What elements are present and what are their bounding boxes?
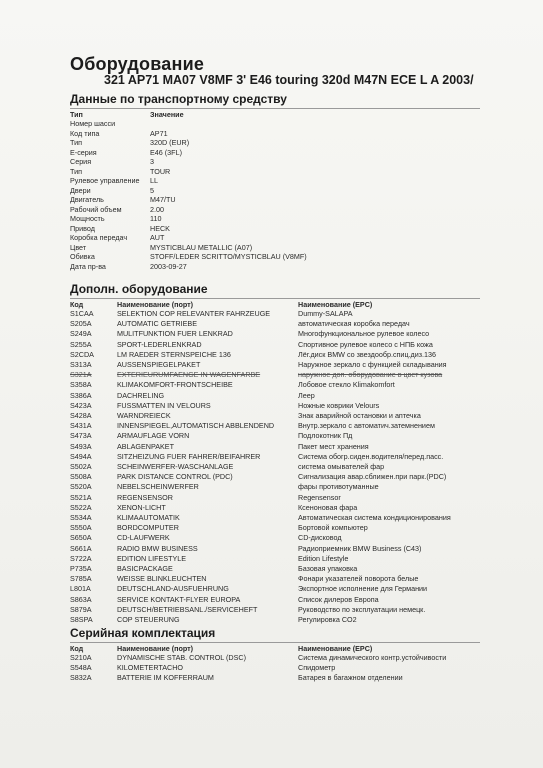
option-name-port: DEUTSCHLAND-AUSFUEHRUNG	[117, 584, 229, 594]
vehicle-field-label: Коробка передач	[70, 233, 128, 242]
option-name-port: WARNDREIECK	[117, 411, 171, 420]
vehicle-field-label: Мощность	[70, 214, 105, 223]
option-name-epc: Спидометр	[298, 663, 336, 673]
option-code: S832A	[70, 673, 92, 683]
option-name-port: NEBELSCHEINWERFER	[117, 482, 199, 492]
option-code: S428A	[70, 411, 92, 420]
option-code: S785A	[70, 574, 92, 584]
option-code: S2CDA	[70, 349, 94, 359]
option-name-epc: Лёг.диск BMW со звездообр.спиц.диз.136	[298, 349, 437, 359]
option-name-port: CD-LAUFWERK	[117, 533, 170, 543]
option-name-epc: система омывателей фар	[298, 462, 385, 471]
option-name-port: AUTOMATIC GETRIEBE	[117, 319, 198, 329]
standard-section-heading: Серийная комплектация	[70, 626, 216, 640]
option-code: S521A	[70, 492, 92, 502]
options-col-name-epc: Наименование (EPC)	[298, 300, 373, 309]
option-code: P735A	[70, 564, 92, 573]
vehicle-col-type: Тип	[70, 110, 83, 119]
option-name-port: BATTERIE IM KOFFERRAUM	[117, 673, 214, 683]
option-name-port: SELEKTION COP RELEVANTER FAHRZEUGE	[117, 309, 271, 318]
vehicle-field-label: Цвет	[70, 242, 87, 252]
option-name-port: INNENSPIEGEL,AUTOMATISCH ABBLENDEND	[117, 421, 275, 431]
option-name-epc: Автоматическая система кондиционирования	[298, 513, 451, 522]
vehicle-field-value: AP71	[150, 128, 168, 138]
option-code: S650A	[70, 533, 92, 543]
option-name-epc: Базовая упаковка	[298, 564, 358, 573]
vehicle-field-value: 2.00	[150, 204, 164, 214]
option-code: S423A	[70, 400, 92, 410]
vehicle-field-value: 3	[150, 157, 154, 166]
option-name-epc: Многофункциональное рулевое колесо	[298, 329, 430, 339]
option-name-port: EXTERIEURUMFAENGE IN WAGENFARBE	[117, 370, 261, 380]
vehicle-field-value: 2003-09-27	[150, 261, 187, 271]
option-name-epc: Dummy-SALAPA	[298, 309, 353, 318]
option-name-epc: Список дилеров Европа	[298, 594, 379, 604]
vehicle-field-label: Привод	[70, 223, 95, 233]
option-code: S321A	[70, 370, 92, 380]
option-name-port: ARMAUFLAGE VORN	[117, 431, 190, 441]
option-name-epc: Edition Lifestyle	[298, 553, 349, 563]
section-divider	[70, 108, 480, 109]
option-name-epc: Система динамического контр.устойчивости	[298, 653, 447, 662]
option-code: S358A	[70, 380, 92, 390]
option-name-port: SERVICE KONTAKT-FLYER EUROPA	[117, 594, 241, 604]
vehicle-field-label: Тип	[70, 138, 82, 147]
section-divider	[70, 298, 480, 299]
vehicle-field-label: Рабочий объем	[70, 204, 122, 214]
vehicle-field-label: Двигатель	[70, 195, 104, 204]
option-name-port: BASICPACKAGE	[117, 564, 173, 573]
option-name-port: MULITFUNKTION FUER LENKRAD	[117, 329, 233, 339]
option-name-port: AUSSENSPIEGELPAKET	[117, 360, 201, 369]
option-code: S522A	[70, 502, 92, 512]
option-name-epc: Сигнализация авар.сближен.при парк.(PDC)	[298, 472, 447, 482]
option-code: S494A	[70, 451, 92, 461]
option-name-port: REGENSENSOR	[117, 492, 173, 502]
option-code: S534A	[70, 513, 92, 522]
option-code: S508A	[70, 472, 92, 482]
option-name-port: DEUTSCH/BETRIEBSANL./SERVICEHEFT	[117, 604, 258, 614]
vehicle-field-value: LL	[150, 176, 158, 185]
option-code: S255A	[70, 339, 92, 349]
vehicle-field-label: Тип	[70, 166, 82, 176]
option-name-epc: CD-дисковод	[298, 533, 342, 543]
option-name-epc: Regensensor	[298, 492, 341, 502]
option-name-port: XENON-LICHT	[117, 502, 166, 512]
standard-col-name-epc: Наименование (EPC)	[298, 644, 373, 653]
vehicle-field-value: TOUR	[150, 166, 171, 176]
option-name-epc: Пакет мест хранения	[298, 441, 369, 451]
option-name-port: KLIMAAUTOMATIK	[117, 513, 180, 522]
option-code: S661A	[70, 543, 92, 553]
option-code: S493A	[70, 441, 92, 451]
option-code: S313A	[70, 360, 92, 369]
option-name-epc: Регулировка CO2	[298, 615, 357, 624]
option-code: S520A	[70, 482, 92, 492]
option-name-port: SITZHEIZUNG FUER FAHRER/BEIFAHRER	[117, 451, 261, 461]
option-name-port: PARK DISTANCE CONTROL (PDC)	[117, 472, 233, 482]
vehicle-field-value: 110	[150, 214, 162, 223]
vehicle-field-value: STOFF/LEDER SCRITTO/MYSTICBLAU (V8MF)	[150, 252, 307, 261]
option-code: S1CAA	[70, 309, 94, 318]
vehicle-field-label: Двери	[70, 185, 91, 195]
option-name-port: KLIMAKOMFORT-FRONTSCHEIBE	[117, 380, 233, 390]
option-name-epc: Руководство по эксплуатации немецк.	[298, 604, 426, 614]
document-title: Оборудование	[70, 54, 205, 74]
section-divider	[70, 642, 480, 643]
option-name-epc: Знак аварийной остановки и аптечка	[298, 411, 421, 420]
option-code: S550A	[70, 523, 92, 533]
option-code: S431A	[70, 421, 92, 431]
option-name-epc: Леер	[298, 390, 315, 400]
option-code: S8SPA	[70, 615, 93, 624]
option-name-epc: Экспортное исполнение для Германии	[298, 584, 428, 594]
document-subtitle: 321 AP71 MA07 V8MF 3' E46 touring 320d M47N ECE L A 2003/	[104, 73, 474, 87]
vehicle-field-label: Номер шасси	[70, 119, 116, 128]
option-name-port: KILOMETERTACHO	[117, 663, 184, 673]
option-name-port: LM RAEDER STERNSPEICHE 136	[117, 349, 231, 359]
option-name-port: SPORT-LEDERLENKRAD	[117, 339, 202, 349]
option-name-epc: Спортивное рулевое колесо с НПБ кожа	[298, 339, 433, 349]
option-name-port: ABLAGENPAKET	[117, 441, 174, 451]
option-name-port: DACHRELING	[117, 390, 165, 400]
option-code: S205A	[70, 319, 92, 329]
option-code: S548A	[70, 663, 92, 673]
vehicle-field-label: E-серия	[70, 147, 97, 157]
option-code: S386A	[70, 390, 92, 400]
option-name-port: SCHEINWERFER-WASCHANLAGE	[117, 462, 234, 471]
option-name-epc: Подлокотник Пд	[298, 431, 353, 441]
option-name-port: COP STEUERUNG	[117, 615, 180, 624]
options-section-heading: Дополн. оборудование	[70, 282, 208, 296]
option-name-epc: наружное доп. оборудование в цвет кузова	[298, 370, 443, 380]
options-col-name-port: Наименование (порт)	[117, 300, 194, 309]
option-code: S210A	[70, 653, 92, 662]
vehicle-field-label: Код типа	[70, 128, 100, 138]
option-name-port: DYNAMISCHE STAB. CONTROL (DSC)	[117, 653, 246, 662]
option-name-port: RADIO BMW BUSINESS	[117, 543, 198, 553]
option-name-port: FUSSMATTEN IN VELOURS	[117, 400, 211, 410]
option-name-epc: фары противотуманные	[298, 482, 379, 492]
standard-col-name-port: Наименование (порт)	[117, 644, 194, 653]
vehicle-field-label: Обивка	[70, 252, 95, 261]
vehicle-field-label: Рулевое управление	[70, 176, 140, 185]
vehicle-field-label: Дата пр-ва	[70, 261, 106, 271]
option-name-port: EDITION LIFESTYLE	[117, 553, 187, 563]
vehicle-field-label: Серия	[70, 157, 92, 166]
option-name-epc: Система обогр.сиден.водителя/перед.пасс.	[298, 451, 444, 461]
vehicle-field-value: HECK	[150, 223, 170, 233]
option-code: S879A	[70, 604, 92, 614]
option-name-port: WEISSE BLINKLEUCHTEN	[117, 574, 207, 584]
option-name-epc: Внутр.зеркало с автоматич.затемнением	[298, 421, 435, 431]
vehicle-field-value: AUT	[150, 233, 165, 242]
option-name-epc: Лобовое стекло Klimakomfort	[298, 380, 395, 390]
option-code: L801A	[70, 584, 91, 594]
option-code: S863A	[70, 594, 92, 604]
option-name-epc: Ножные коврики Velours	[298, 400, 380, 410]
option-name-epc: Радиоприемник BMW Business (C43)	[298, 543, 422, 553]
option-name-epc: Батарея в багажном отделении	[298, 673, 403, 683]
vehicle-field-value: M47/TU	[150, 195, 176, 204]
option-name-port: BORDCOMPUTER	[117, 523, 179, 533]
option-code: S249A	[70, 329, 92, 339]
option-name-epc: Ксеноновая фара	[298, 502, 358, 512]
option-code: S722A	[70, 553, 92, 563]
options-col-code: Код	[70, 300, 84, 309]
option-name-epc: Фонари указателей поворота белые	[298, 574, 419, 584]
vehicle-field-value: MYSTICBLAU METALLIC (A07)	[150, 242, 253, 252]
vehicle-field-value: E46 (3FL)	[150, 147, 182, 157]
option-name-epc: Бортовой компьютер	[298, 523, 368, 533]
vehicle-field-value: 5	[150, 185, 154, 195]
option-code: S473A	[70, 431, 92, 441]
vehicle-col-value: Значение	[150, 110, 184, 119]
option-name-epc: автоматическая коробка передач	[298, 319, 410, 329]
option-name-epc: Наружное зеркало с функцией складывания	[298, 360, 447, 369]
vehicle-field-value: 320D (EUR)	[150, 138, 190, 147]
standard-col-code: Код	[70, 644, 84, 653]
option-code: S502A	[70, 462, 92, 471]
vehicle-section-heading: Данные по транспортному средству	[70, 92, 287, 106]
